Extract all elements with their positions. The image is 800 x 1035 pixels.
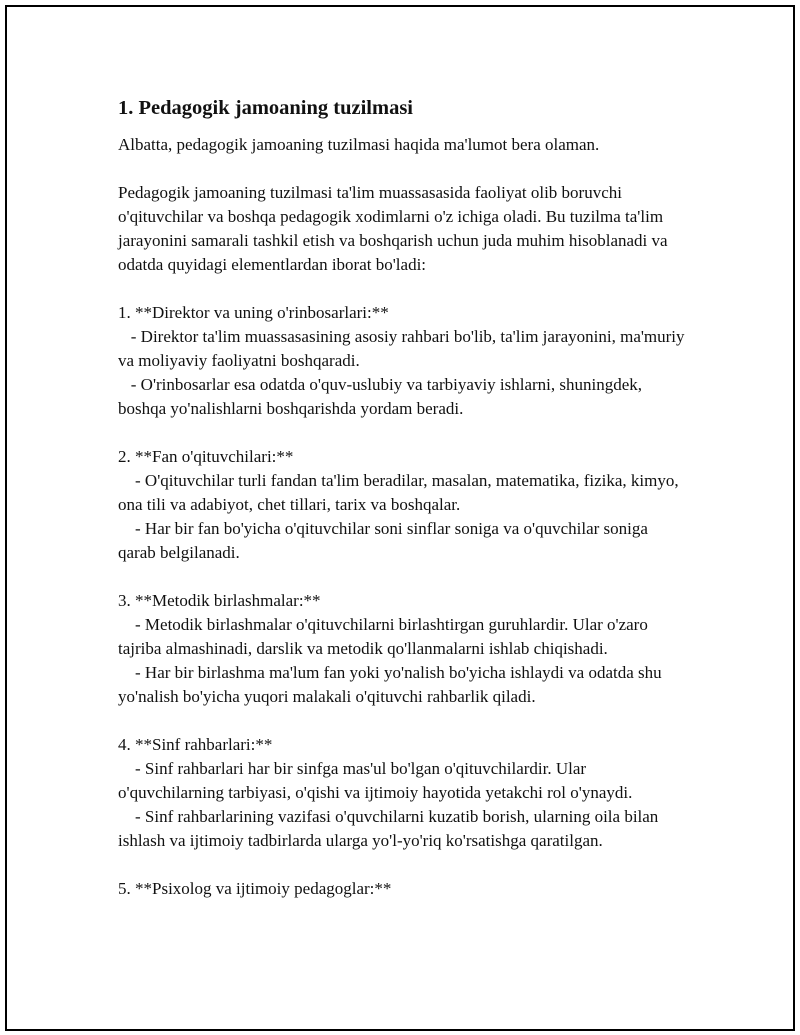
document-title: 1. Pedagogik jamoaning tuzilmasi: [118, 97, 413, 119]
section-heading: 3. **Metodik birlashmalar:**: [118, 591, 321, 610]
section-item: - Metodik birlashmalar o'qituvchilarni birlashtirgan guruhlardir. Ular o'zaro tajriba almashinadi, darslik va metodik qo'llanmalarni ishlab chiqishadi.: [118, 615, 653, 658]
section-item: - Sinf rahbarlari har bir sinfga mas'ul bo'lgan o'qituvchilardir. Ular o'quvchilarning tarbiyasi, o'qishi va ijtimoiy hayotida yetakchi rol o'ynaydi.: [118, 759, 633, 802]
section-item: - O'qituvchilar turli fandan ta'lim beradilar, masalan, matematika, fizika, kimyo, ona tili va adabiyot, chet tillari, tarix va boshqalar.: [118, 471, 683, 514]
spacer: [118, 157, 688, 181]
section-item: - Har bir fan bo'yicha o'qituvchilar soni sinflar soniga va o'quvchilar soniga qarab belgilanadi.: [118, 519, 653, 562]
overview-paragraph: Pedagogik jamoaning tuzilmasi ta'lim muassasasida faoliyat olib boruvchi o'qituvchilar va boshqa pedagogik xodimlarni o'z ichiga oladi. Bu tuzilma ta'lim jarayonini samarali tashkil etish va boshqarish uchun juda muhim hisoblanadi va odatda quyidagi elementlardan iborat bo'ladi:: [118, 183, 668, 274]
document-content: [118, 95, 688, 901]
section-item: - Har bir birlashma ma'lum fan yoki yo'nalish bo'yicha ishlaydi va odatda shu yo'nalish bo'yicha yuqori malakali o'qituvchi rahbarlik qiladi.: [118, 663, 666, 706]
section-heading: 4. **Sinf rahbarlari:**: [118, 735, 273, 754]
intro-paragraph: Albatta, pedagogik jamoaning tuzilmasi haqida ma'lumot bera olaman.: [118, 135, 600, 154]
section-5: [118, 877, 688, 901]
spacer: [118, 709, 688, 733]
spacer: [118, 421, 688, 445]
section-heading: 1. **Direktor va uning o'rinbosarlari:**: [118, 303, 389, 322]
spacer: [118, 277, 688, 301]
section-item: - O'rinbosarlar esa odatda o'quv-uslubiy va tarbiyaviy ishlarni, shuningdek, boshqa yo'nalishlarni boshqarishda yordam beradi.: [118, 375, 647, 418]
section-item: - Sinf rahbarlarining vazifasi o'quvchilarni kuzatib borish, ularning oila bilan ishlash va ijtimoiy tadbirlarda ularga yo'l-yo'riq ko'rsatishga qaratilgan.: [118, 807, 663, 850]
spacer: [118, 565, 688, 589]
section-heading: 5. **Psixolog va ijtimoiy pedagoglar:**: [118, 879, 392, 898]
section-heading: 2. **Fan o'qituvchilari:**: [118, 447, 294, 466]
spacer: [118, 853, 688, 877]
section-item: - Direktor ta'lim muassasasining asosiy rahbari bo'lib, ta'lim jarayonini, ma'muriy va moliyaviy faoliyatni boshqaradi.: [118, 327, 689, 370]
section-4: [118, 733, 688, 853]
document-page: [5, 5, 795, 1031]
section-3: [118, 589, 688, 709]
section-2: [118, 445, 688, 565]
section-1: [118, 301, 688, 421]
